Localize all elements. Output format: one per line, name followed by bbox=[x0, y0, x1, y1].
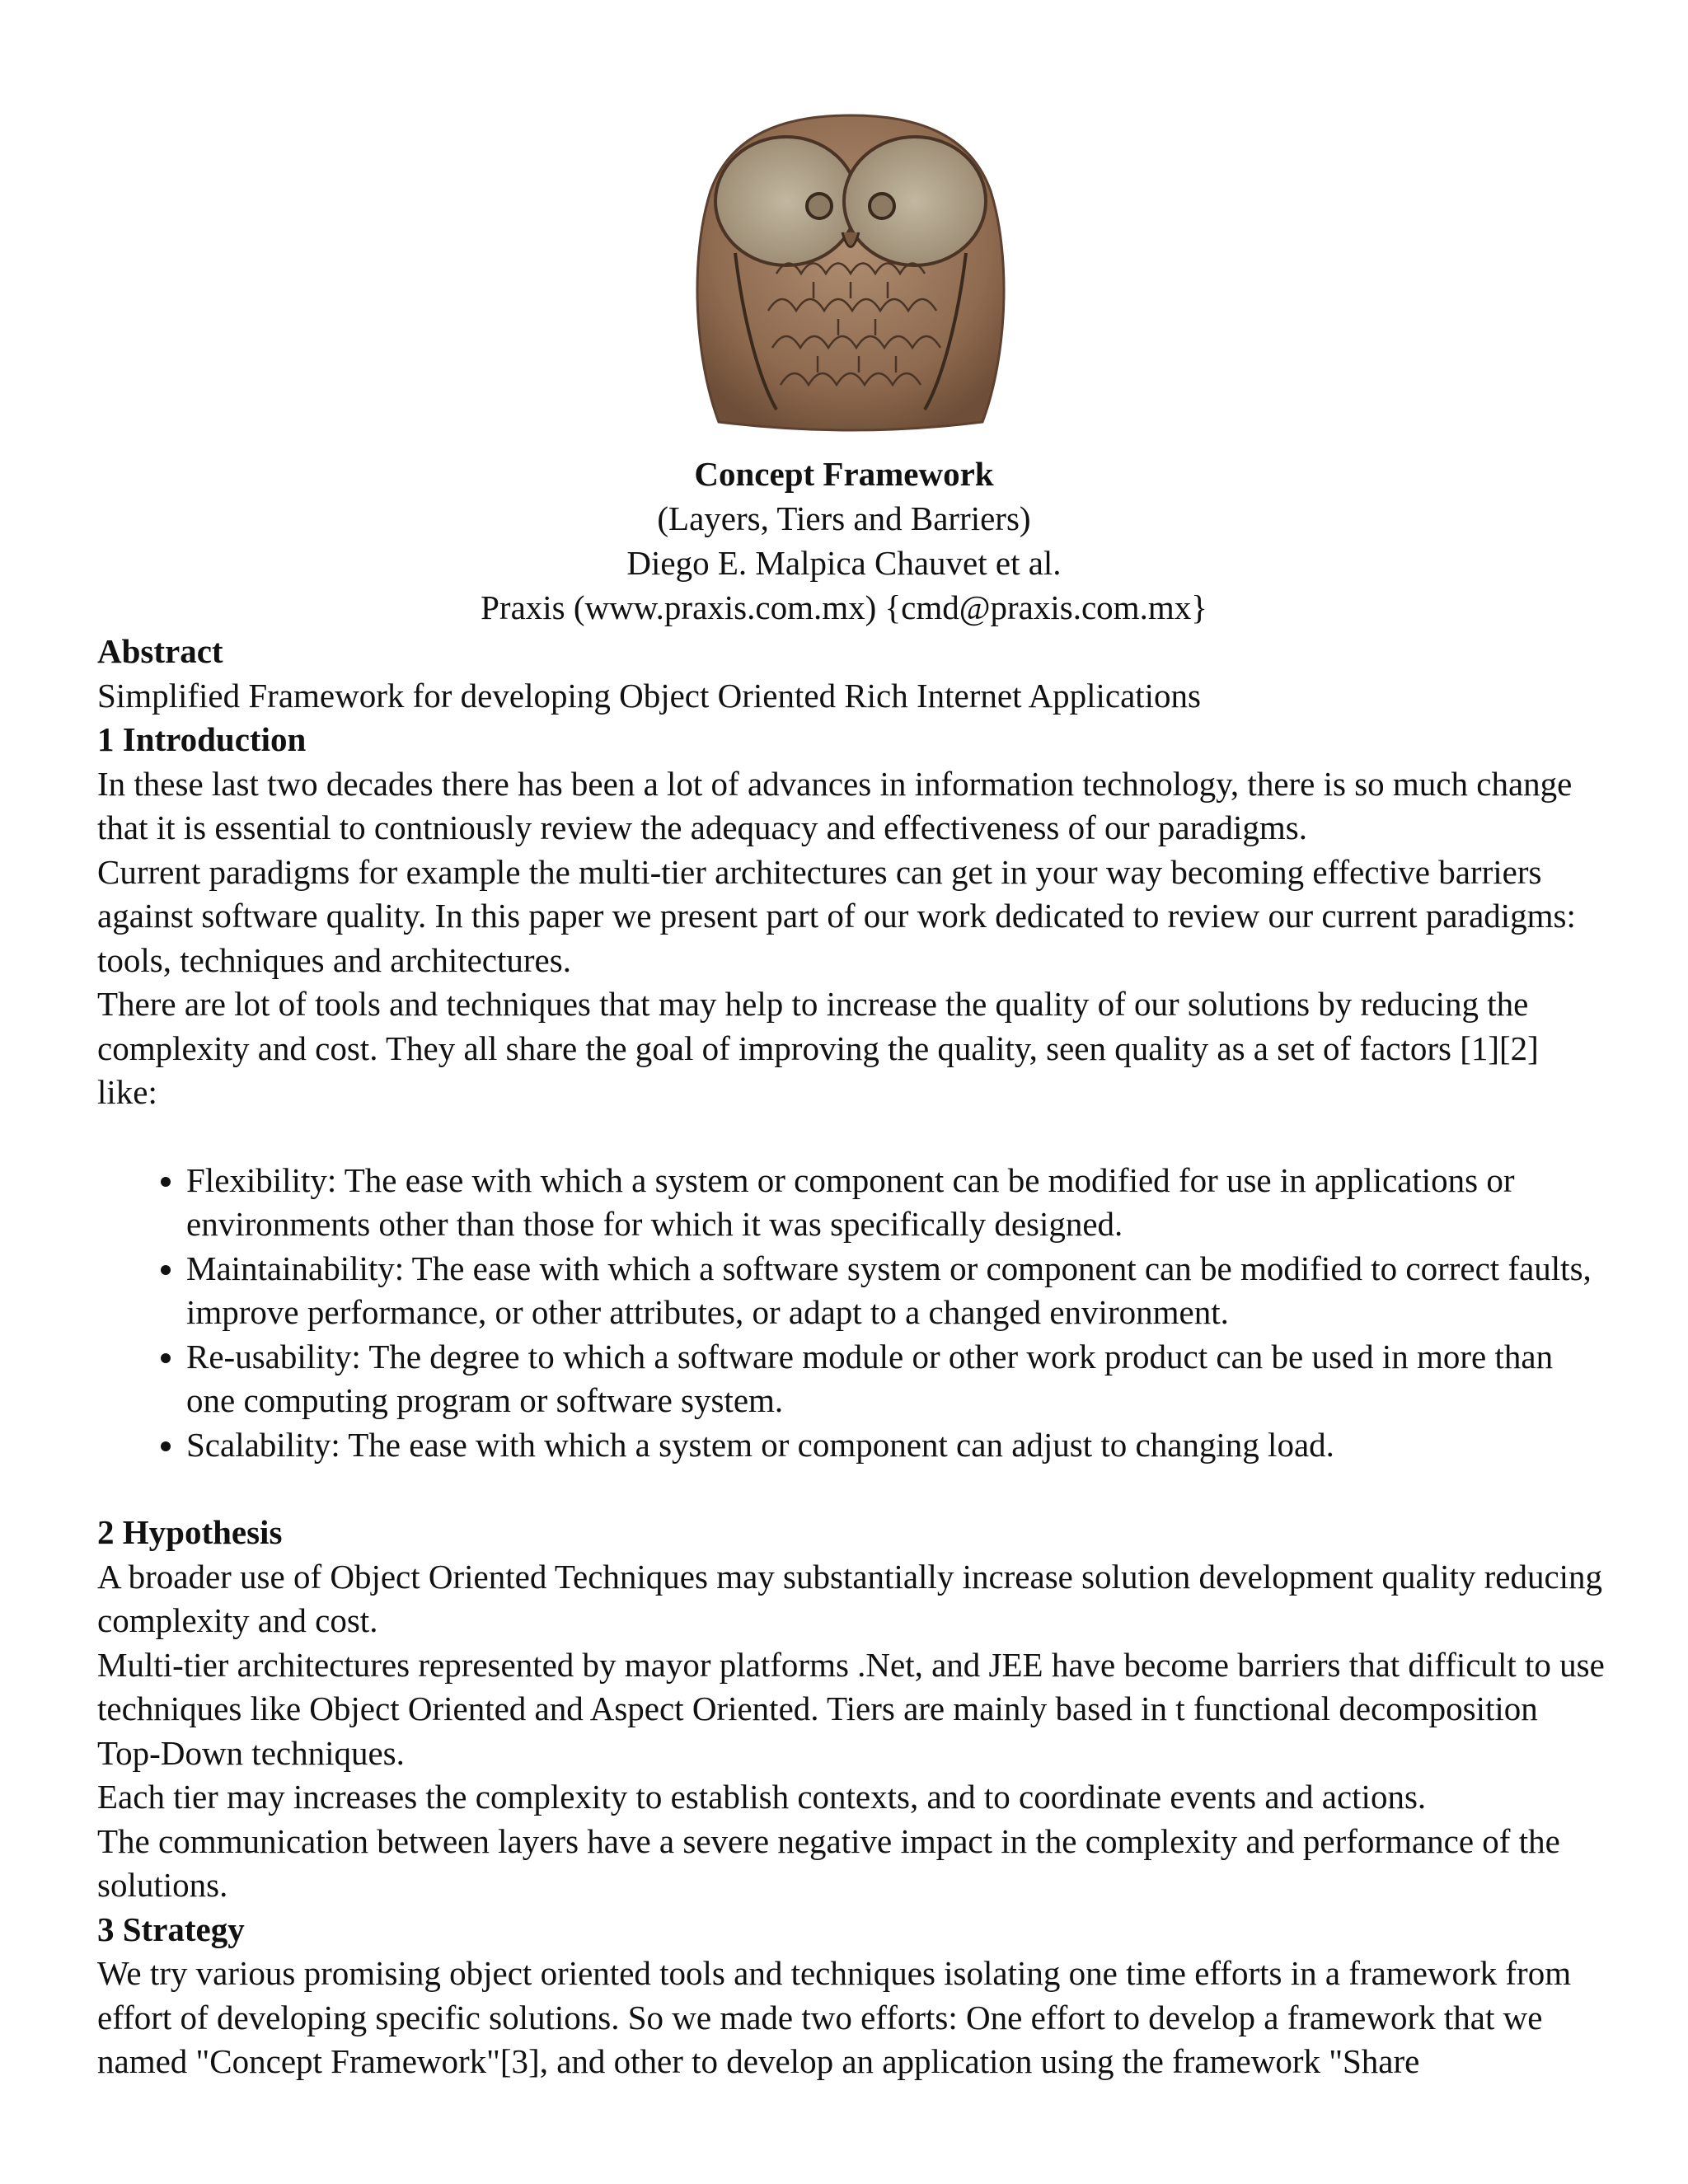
introduction-paragraph: There are lot of tools and techniques that may help to increase the quality of our solutions by reducing the complexity and cost. They all share the goal of improving the quality, seen quality as a set of factors [1][2] like: bbox=[97, 985, 1539, 1111]
strategy-paragraph: We try various promising object oriented tools and techniques isolating one time efforts in a framework from effort of developing specific solutions. So we made two efforts: One effort to develop a framework that we named "Concept Framework"[3], and other to develop an application using the framework "Share bbox=[97, 1954, 1572, 2080]
hypothesis-paragraph: The communication between layers have a severe negative impact in the complexity and performance of the solutions. bbox=[97, 1821, 1560, 1904]
abstract-text: Simplified Framework for developing Object Oriented Rich Internet Applications bbox=[97, 676, 1202, 715]
introduction-paragraph: Current paradigms for example the multi-tier architectures can get in your way becoming effective barriers against software quality. In this paper we present part of our work dedicated to review our current paradigms: tools, techniques and architectures. bbox=[97, 852, 1576, 979]
paper-title: Concept Framework bbox=[694, 455, 994, 493]
strategy-heading: 3 Strategy bbox=[97, 1910, 245, 1948]
list-item: • Re-usability: The degree to which a software module or other work product can be used in more than one computing program or software system. bbox=[186, 1335, 1606, 1423]
paper-header bbox=[0, 452, 1688, 630]
owl-logo bbox=[686, 109, 1015, 447]
list-item: • Scalability: The ease with which a system or component can adjust to changing load. bbox=[186, 1423, 1606, 1468]
paper-body bbox=[97, 630, 1606, 2084]
hypothesis-paragraph: A broader use of Object Oriented Techniques may substantially increase solution development quality reducing complexity and cost. bbox=[97, 1557, 1603, 1639]
paper-affiliation: Praxis (www.praxis.com.mx) {cmd@praxis.com.mx} bbox=[481, 588, 1207, 626]
hypothesis-heading: 2 Hypothesis bbox=[97, 1513, 283, 1551]
hypothesis-paragraph: Multi-tier architectures represented by mayor platforms .Net, and JEE have become barriers that difficult to use techniques like Object Oriented and Aspect Oriented. Tiers are mainly based in t functional decomposition Top-Down techniques. bbox=[97, 1645, 1605, 1772]
quality-factors-list bbox=[97, 1159, 1606, 1468]
hypothesis-paragraph: Each tier may increases the complexity to establish contexts, and to coordinate events and actions. bbox=[97, 1778, 1427, 1816]
list-item: • Flexibility: The ease with which a system or component can be modified for use in applications or environments other than those for which it was specifically designed. bbox=[186, 1159, 1606, 1247]
paper-authors: Diego E. Malpica Chauvet et al. bbox=[626, 544, 1062, 582]
introduction-heading: 1 Introduction bbox=[97, 720, 307, 758]
list-item: • Maintainability: The ease with which a software system or component can be modified to correct faults, improve performance, or other attributes, or adapt to a changed environment. bbox=[186, 1247, 1606, 1335]
abstract-heading: Abstract bbox=[97, 632, 223, 670]
introduction-paragraph: In these last two decades there has been a lot of advances in information technology, there is so much change that it is essential to contniously review the adequacy and effectiveness of our paradigms. bbox=[97, 764, 1573, 846]
paper-subtitle: (Layers, Tiers and Barriers) bbox=[657, 499, 1031, 537]
